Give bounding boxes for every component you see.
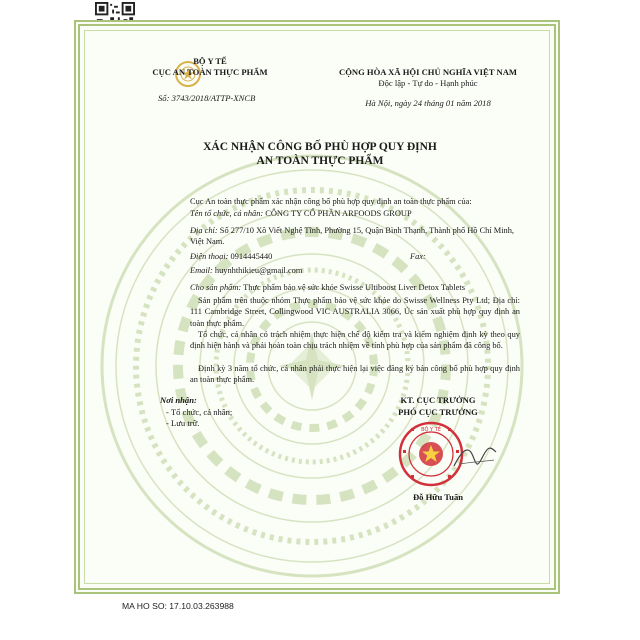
address-line bbox=[190, 225, 520, 248]
recipients-label: Nơi nhận: bbox=[160, 395, 197, 405]
ministry-name: BỘ Y TẾ bbox=[193, 56, 227, 66]
email-line bbox=[190, 265, 520, 276]
organization-label: Tên tổ chức, cá nhân: bbox=[190, 209, 264, 218]
email-label: Email: bbox=[190, 266, 213, 275]
address-label: Địa chỉ: bbox=[190, 226, 218, 235]
recipient-item: - Lưu trữ. bbox=[166, 418, 200, 428]
phone-value: 0914445440 bbox=[228, 252, 273, 261]
organization-value: CÔNG TY CỔ PHẦN ARFOODS GROUP bbox=[263, 209, 412, 218]
agency-name: CỤC AN TOÀN THỰC PHẨM bbox=[152, 67, 268, 77]
product-line bbox=[190, 282, 520, 293]
intro-text: Cục An toàn thực phẩm xác nhận công bố phù hợp quy định an toàn thực phẩm của: bbox=[190, 197, 472, 206]
dossier-code: MA HO SO: 17.10.03.263988 bbox=[122, 601, 234, 611]
issue-date: Hà Nội, ngày 24 tháng 01 năm 2018 bbox=[365, 98, 491, 108]
fax-label: Fax: bbox=[410, 252, 426, 261]
seal-text: BỘ Y TẾ bbox=[421, 427, 441, 433]
signer-title-2: PHÓ CỤC TRƯỞNG bbox=[398, 407, 478, 417]
recipient-item: - Tổ chức, cá nhân; bbox=[166, 407, 233, 417]
document-number: Số: 3743/2018/ATTP-XNCB bbox=[158, 93, 256, 103]
certificate-title-line2: AN TOÀN THỰC PHẨM bbox=[256, 155, 384, 167]
email-value: huynhthikieu@gmail.com bbox=[212, 266, 303, 275]
signer-name: Đỗ Hữu Tuấn bbox=[412, 492, 464, 502]
national-motto: Độc lập - Tự do - Hạnh phúc bbox=[378, 78, 478, 88]
signer-title-1: KT. CỤC TRƯỞNG bbox=[400, 395, 476, 405]
renewal-paragraph: Định kỳ 3 năm tổ chức, cá nhân phải thực hiện lại việc đăng ký bản công bố phù hợp quy định an toàn thực phẩm. bbox=[190, 364, 520, 385]
certificate-title-line1: XÁC NHẬN CÔNG BỐ PHÙ HỢP QUY ĐỊNH bbox=[203, 141, 437, 153]
organization-line bbox=[190, 208, 520, 219]
address-value: Số 277/10 Xô Viết Nghệ Tĩnh, Phường 15, Quận Bình Thạnh, Thành phố Hồ Chí Minh, Việt Nam. bbox=[190, 226, 515, 247]
product-label: Cho sản phẩm: bbox=[190, 283, 242, 292]
handwritten-signature bbox=[450, 440, 500, 474]
product-value: Thực phẩm bảo vệ sức khỏe Swisse Ultiboost Liver Detox Tablets bbox=[241, 283, 465, 292]
responsibility-paragraph: Tổ chức, cá nhân có trách nhiệm thực hiện chế độ kiểm tra và kiểm nghiệm định kỳ theo quy định hiện hành và phải hoàn toàn chịu trách nhiệm về tính phù hợp của sản phẩm đã công bố. bbox=[190, 330, 520, 351]
phone-label: Điện thoại: bbox=[190, 252, 229, 261]
origin-paragraph: Sản phẩm trên thuộc nhóm Thực phẩm bảo vệ sức khỏe do Swisse Wellness Pty Ltd; Địa chỉ: 111 Cambridge Street, Collingwood VIC AUSTRALIA 3066, Úc sản xuất phù hợp quy định an toàn thực phẩm. bbox=[190, 296, 520, 328]
phone-line bbox=[190, 251, 520, 262]
country-name: CỘNG HÒA XÃ HỘI CHỦ NGHĨA VIỆT NAM bbox=[338, 67, 518, 77]
